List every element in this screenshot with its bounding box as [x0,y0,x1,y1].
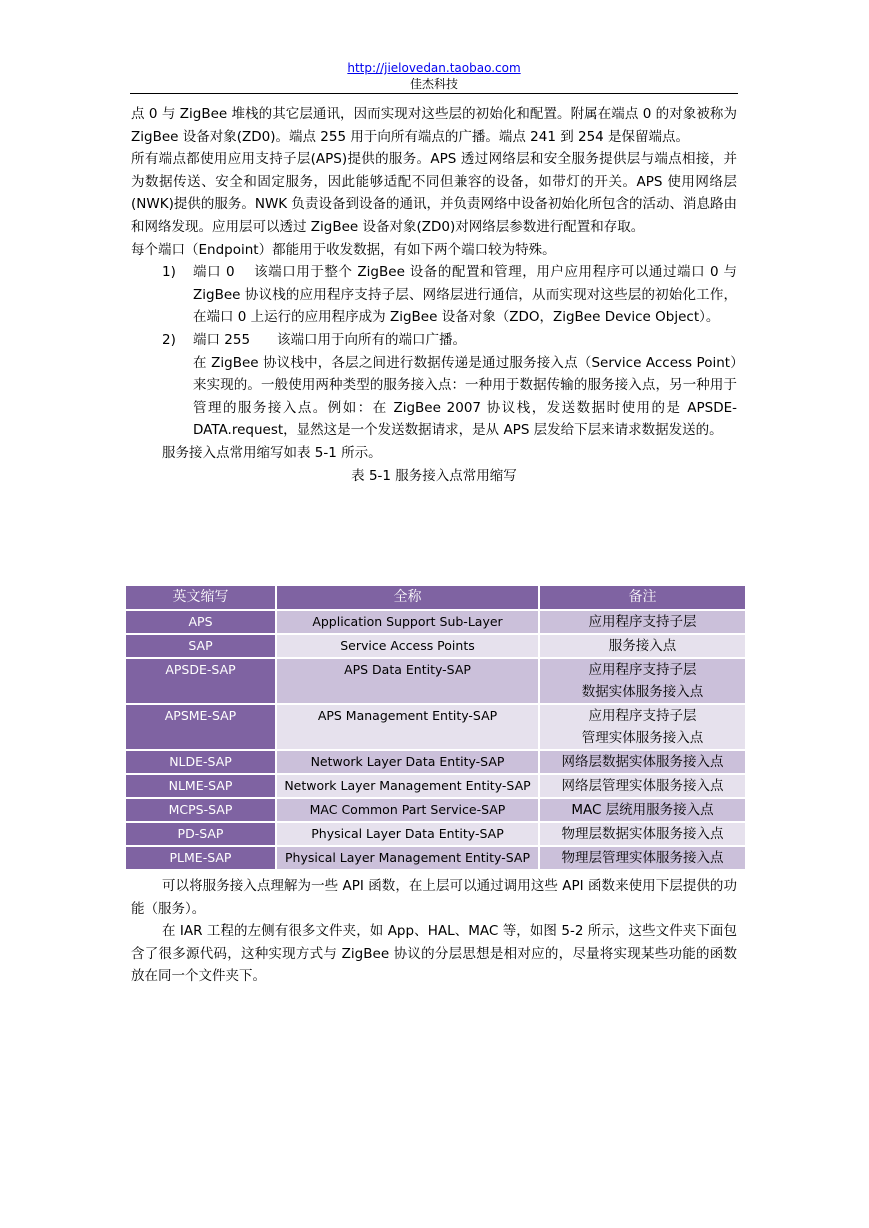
sap-table [124,584,747,871]
fullname-cell: Network Layer Data Entity-SAP [276,750,539,774]
header-brand: 佳杰科技 [409,77,458,91]
column-header: 全称 [276,585,539,610]
abbr-cell: APS [125,610,276,634]
fullname-cell: APS Data Entity-SAP [276,658,539,704]
table-row [125,846,746,870]
abbr-cell: NLDE-SAP [125,750,276,774]
note-line: 网络层管理实体服务接入点 [561,778,724,794]
table-row [125,798,746,822]
note-line: 管理实体服务接入点 [581,730,704,746]
table-row [125,774,746,798]
paragraph: 点 0 与 ZigBee 堆栈的其它层通讯，因而实现对这些层的初始化和配置。附属在端点 0 的对象被称为 ZigBee 设备对象(ZD0)。端点 255 用于向所有端点的广播。端点 241 到 254 是保留端点。 [131,106,737,145]
list-number: 2) [162,331,176,348]
fullname-cell: MAC Common Part Service-SAP [276,798,539,822]
paragraph: 所有端点都使用应用支持子层(APS)提供的服务。APS 透过网络层和安全服务提供层与端点相接，并为数据传送、安全和固定服务，因此能够适配不同但兼容的设备，如带灯的开关。APS 使用网络层(NWK)提供的服务。NWK 负责设备到设备的通讯，并负责网络中设备初始化所包含的活动、消息路由和网络发现。应用层可以透过 ZigBee 设备对象(ZD0)对网络层参数进行配置和存取。 [131,151,737,235]
table-intro: 服务接入点常用缩写如表 5-1 所示。 [162,444,382,461]
table-row [125,750,746,774]
note-cell [539,610,746,634]
fullname-cell: Physical Layer Data Entity-SAP [276,822,539,846]
page-header [130,60,738,94]
note-line: 数据实体服务接入点 [581,684,704,700]
abbr-cell: PD-SAP [125,822,276,846]
abbr-cell: SAP [125,634,276,658]
list-item [131,329,737,352]
list-item [131,261,737,329]
list-number: 1) [162,264,176,281]
after-table-text [131,875,737,988]
paragraph: 在 ZigBee 协议栈中，各层之间进行数据传递是通过服务接入点（Service Access Point）来实现的。一般使用两种类型的服务接入点：一种用于数据传输的服务接入点，另一种用于管理的服务接入点。例如：在 ZigBee 2007 协议栈，发送数据时使用的是 APSDE-DATA.request，显然这是一个发送数据请求，是从 APS 层发给下层来请求数据发送的。 [193,354,737,439]
header-url-link[interactable]: http://jielovedan.taobao.com [347,61,521,75]
note-line: 网络层数据实体服务接入点 [561,754,724,770]
abbr-cell: NLME-SAP [125,774,276,798]
note-cell [539,846,746,870]
paragraph: 在 IAR 工程的左侧有很多文件夹，如 App、HAL、MAC 等，如图 5-2 所示，这些文件夹下面包含了很多源代码，这种实现方式与 ZigBee 协议的分层思想是相对应的，尽量将实现某些功能的函数放在同一个文件夹下。 [131,923,737,985]
fullname-cell: APS Management Entity-SAP [276,704,539,750]
body-text [131,103,737,487]
column-header: 备注 [539,585,746,610]
note-line: 服务接入点 [608,638,677,654]
column-header: 英文缩写 [125,585,276,610]
abbr-cell: APSME-SAP [125,704,276,750]
table-header-row [125,585,746,610]
note-cell [539,750,746,774]
abbr-cell: MCPS-SAP [125,798,276,822]
note-line: MAC 层统用服务接入点 [571,802,714,818]
fullname-cell: Application Support Sub-Layer [276,610,539,634]
table-row [125,610,746,634]
note-cell [539,798,746,822]
note-cell [539,822,746,846]
note-line: 物理层数据实体服务接入点 [561,826,724,842]
note-line: 应用程序支持子层 [588,708,697,724]
table-caption: 表 5-1 服务接入点常用缩写 [351,467,517,484]
list-text: 端口 0 该端口用于整个 ZigBee 设备的配置和管理，用户应用程序可以通过端口 0 与 ZigBee 协议栈的应用程序支持子层、网络层进行通信，从而实现对这些层的初始化工作，在端口 0 上运行的应用程序成为 ZigBee 设备对象（ZDO，ZigBee Device Object）。 [193,264,737,326]
abbr-cell: APSDE-SAP [125,658,276,704]
paragraph: 可以将服务接入点理解为一些 API 函数，在上层可以通过调用这些 API 函数来使用下层提供的功能（服务）。 [131,878,737,917]
note-cell [539,774,746,798]
fullname-cell: Network Layer Management Entity-SAP [276,774,539,798]
note-line: 应用程序支持子层 [588,662,697,678]
note-line: 物理层管理实体服务接入点 [561,850,724,866]
note-cell [539,658,746,704]
paragraph: 每个端口（Endpoint）都能用于收发数据，有如下两个端口较为特殊。 [131,241,556,258]
fullname-cell: Service Access Points [276,634,539,658]
list-text: 端口 255 该端口用于向所有的端口广播。 [193,331,467,348]
note-line: 应用程序支持子层 [588,614,697,630]
table-row [125,634,746,658]
table-row [125,822,746,846]
note-cell [539,704,746,750]
abbr-cell: PLME-SAP [125,846,276,870]
note-cell [539,634,746,658]
fullname-cell: Physical Layer Management Entity-SAP [276,846,539,870]
table-row [125,704,746,750]
table-row [125,658,746,704]
